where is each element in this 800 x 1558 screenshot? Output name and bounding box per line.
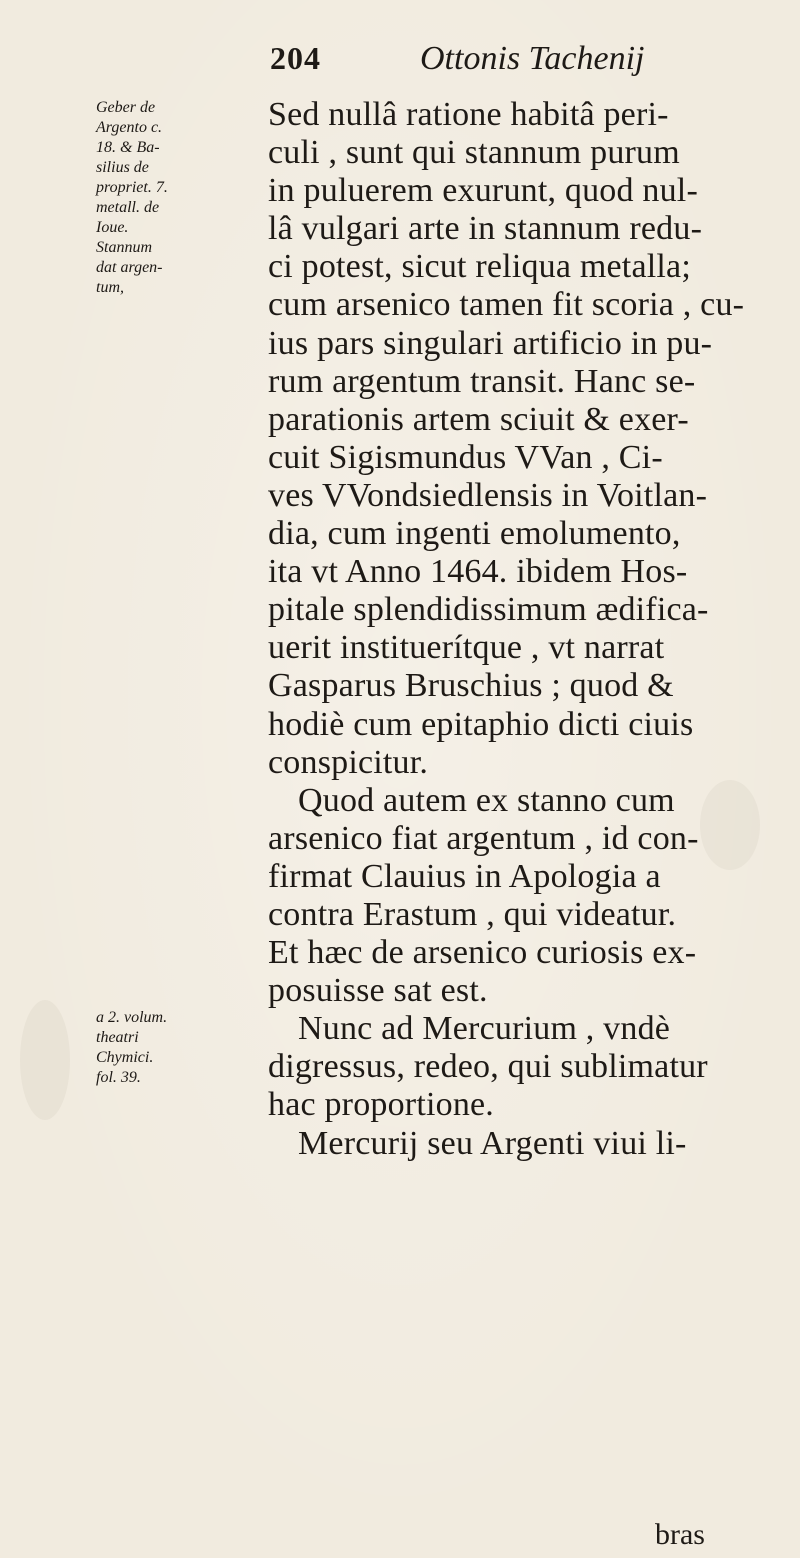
margin-note-line: Ioue. bbox=[96, 219, 129, 236]
margin-note-line: Stannum bbox=[96, 239, 152, 256]
margin-note-citation bbox=[96, 1008, 246, 1088]
text-line: ci potest, sicut reliqua metalla; bbox=[268, 248, 691, 286]
page-number: 204 bbox=[270, 40, 321, 76]
text-line: hodiè cum epitaphio dicti ciuis bbox=[268, 705, 694, 743]
text-line: ius pars singulari artificio in pu- bbox=[268, 324, 713, 362]
text-line: Sed nullâ ratione habitâ peri- bbox=[268, 96, 669, 133]
margin-note-line: theatri bbox=[96, 1029, 139, 1046]
margin-note-line: fol. 39. bbox=[96, 1069, 141, 1086]
paper-stain bbox=[20, 1000, 70, 1120]
text-line: ita vt Anno 1464. ibidem Hos- bbox=[268, 553, 688, 591]
text-line: Gasparus Bruschius ; quod & bbox=[268, 667, 674, 705]
paragraph-start-line: Quod autem ex stanno cum bbox=[298, 781, 675, 819]
margin-note-line: metall. de bbox=[96, 199, 160, 216]
text-line: culi , sunt qui stannum purum bbox=[268, 134, 680, 172]
text-line: in puluerem exurunt, quod nul- bbox=[268, 172, 698, 210]
text-line: hac proportione. bbox=[268, 1086, 495, 1124]
margin-note-line: Chymici. bbox=[96, 1049, 154, 1066]
margin-note-line: 18. & Ba- bbox=[96, 139, 160, 156]
text-line: dia, cum ingenti emolumento, bbox=[268, 515, 681, 553]
margin-note-line: a 2. volum. bbox=[96, 1009, 168, 1026]
page-header bbox=[270, 40, 730, 90]
text-line: cum arsenico tamen fit scoria , cu- bbox=[268, 286, 745, 324]
text-line: posuisse sat est. bbox=[268, 972, 488, 1010]
text-line: arsenico fiat argentum , id con- bbox=[268, 819, 699, 857]
text-line: rum argentum transit. Hanc se- bbox=[268, 362, 696, 400]
paragraph-start-line: Mercurij seu Argenti viui li- bbox=[298, 1124, 687, 1162]
margin-note-line: Argento c. bbox=[96, 119, 163, 136]
catchword: bras bbox=[655, 1518, 705, 1551]
paragraph-start-line: Nunc ad Mercurium , vndè bbox=[298, 1010, 671, 1048]
text-line: digressus, redeo, qui sublimatur bbox=[268, 1048, 708, 1086]
text-line: pitale splendidissimum ædifica- bbox=[268, 591, 709, 629]
text-line: ves VVondsiedlensis in Voitlan- bbox=[268, 476, 708, 514]
text-line: lâ vulgari arte in stannum redu- bbox=[268, 210, 703, 248]
margin-note-line: dat argen- bbox=[96, 259, 163, 276]
margin-note-line: propriet. 7. bbox=[96, 179, 168, 196]
text-line: firmat Clauius in Apologia a bbox=[268, 857, 661, 895]
text-line: contra Erastum , qui videatur. bbox=[268, 895, 677, 933]
text-line: conspicitur. bbox=[268, 743, 429, 781]
margin-note-line: tum, bbox=[96, 279, 124, 296]
main-text bbox=[268, 96, 794, 1163]
text-line: parationis artem sciuit & exer- bbox=[268, 400, 689, 438]
margin-note-sources bbox=[96, 98, 246, 298]
text-line: Et hæc de arsenico curiosis ex- bbox=[268, 934, 697, 972]
text-line: uerit instituerítque , vt narrat bbox=[268, 629, 665, 667]
margin-note-line: Geber de bbox=[96, 99, 156, 116]
text-line: cuit Sigismundus VVan , Ci- bbox=[268, 438, 663, 476]
margin-note-line: silius de bbox=[96, 159, 149, 176]
running-title: Ottonis Tachenij bbox=[420, 40, 645, 77]
